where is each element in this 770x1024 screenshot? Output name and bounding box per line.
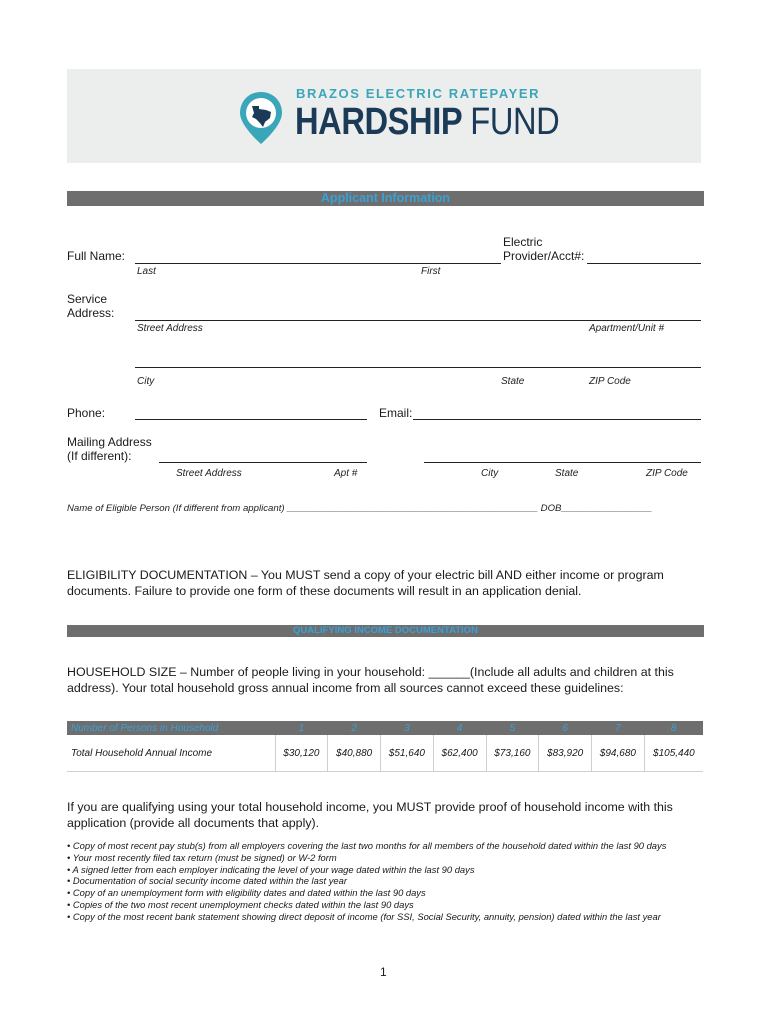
full-name-line[interactable] bbox=[135, 263, 501, 264]
mailing-city-line[interactable] bbox=[424, 462, 701, 463]
household-size-text: HOUSEHOLD SIZE – Number of people living in your household: ______(Include all adults and children at this address). Your total household gross annual income from all sources cannot exceed these guidelines: bbox=[67, 665, 674, 695]
list-item: • Copy of an unemployment form with eligibility dates and dated within the last 90 days bbox=[67, 887, 426, 899]
mailing-city-caption: City bbox=[481, 468, 499, 479]
size-cell: 1 bbox=[275, 721, 328, 735]
mailing-street-caption: Street Address bbox=[176, 468, 242, 479]
logo-subtitle: BRAZOS ELECTRIC RATEPAYER bbox=[296, 86, 541, 101]
logo-title-b: FUND bbox=[470, 101, 560, 143]
page-number: 1 bbox=[380, 965, 387, 979]
size-cell: 8 bbox=[644, 721, 703, 735]
mailing-zip-caption: ZIP Code bbox=[646, 468, 688, 479]
mailing-address-label-line2: (If different): bbox=[67, 449, 132, 463]
mailing-state-caption: State bbox=[555, 468, 579, 479]
service-city-line[interactable] bbox=[135, 367, 701, 368]
logo-title bbox=[295, 103, 559, 141]
income-cell: $40,880 bbox=[328, 735, 381, 772]
full-name-label: Full Name: bbox=[67, 249, 126, 263]
list-item: • A signed letter from each employer indicating the level of your wage dated within the last 90 days bbox=[67, 863, 475, 875]
eligibility-documentation-text: ELIGIBILITY DOCUMENTATION – You MUST send a copy of your electric bill AND either income or program documents. Failure to provide one form of these documents will result in an application denial. bbox=[67, 568, 664, 598]
email-line[interactable] bbox=[413, 419, 701, 420]
eligible-person-line[interactable]: Name of Eligible Person (If different from applicant) _______________________________________________ DOB_________________ bbox=[67, 503, 653, 514]
email-label: Email: bbox=[379, 406, 413, 420]
income-row-label: Total Household Annual Income bbox=[67, 735, 275, 772]
phone-line[interactable] bbox=[135, 419, 367, 420]
first-name-caption: First bbox=[421, 266, 441, 277]
service-address-label-line2: Address: bbox=[67, 306, 115, 320]
map-pin-texas-icon bbox=[238, 90, 284, 146]
persons-header: Number of Persons in Household bbox=[67, 721, 275, 735]
list-item: • Documentation of social security income dated within the last year bbox=[67, 875, 347, 887]
logo-title-a: HARDSHIP bbox=[295, 101, 462, 143]
size-cell: 2 bbox=[328, 721, 381, 735]
mailing-apt-caption: Apt # bbox=[334, 468, 358, 479]
proof-of-income-text: If you are qualifying using your total household income, you MUST provide proof of household income with this application (provide all documents that apply). bbox=[67, 800, 673, 830]
provider-acct-line[interactable] bbox=[587, 263, 701, 264]
income-cell: $73,160 bbox=[486, 735, 539, 772]
service-address-label-line1: Service bbox=[67, 292, 108, 306]
list-item: • Copies of the two most recent unemployment checks dated within the last 90 days bbox=[67, 898, 414, 910]
street-address-caption: Street Address bbox=[137, 323, 203, 334]
table-row bbox=[67, 735, 703, 772]
size-cell: 5 bbox=[486, 721, 539, 735]
provider-label-line1: Electric bbox=[503, 235, 543, 249]
state-caption: State bbox=[501, 376, 525, 387]
list-item: • Copy of most recent pay stub(s) from all employers covering the last two months for all members of the household dated within the last 90 days bbox=[67, 840, 667, 851]
income-guidelines-table bbox=[67, 721, 703, 772]
income-cell: $83,920 bbox=[539, 735, 592, 772]
qualifying-income-heading: QUALIFYING INCOME DOCUMENTATION bbox=[67, 625, 704, 637]
applicant-information-heading: Applicant Information bbox=[67, 191, 704, 206]
list-item: • Your most recently filed tax return (must be signed) or W-2 form bbox=[67, 851, 337, 863]
size-cell: 3 bbox=[381, 721, 434, 735]
size-cell: 7 bbox=[592, 721, 645, 735]
provider-label-line2: Provider/Acct#: bbox=[503, 249, 585, 263]
mailing-address-label-line1: Mailing Address bbox=[67, 435, 152, 449]
size-cell: 4 bbox=[433, 721, 486, 735]
income-cell: $51,640 bbox=[381, 735, 434, 772]
income-cell: $94,680 bbox=[592, 735, 645, 772]
table-header-row bbox=[67, 721, 703, 735]
size-cell: 6 bbox=[539, 721, 592, 735]
documents-list bbox=[67, 840, 697, 923]
list-item: • Copy of the most recent bank statement showing direct deposit of income (for SSI, Social Security, annuity, pension) dated within the last year bbox=[67, 910, 661, 922]
zip-caption: ZIP Code bbox=[589, 376, 631, 387]
phone-label: Phone: bbox=[67, 406, 106, 420]
income-cell: $30,120 bbox=[275, 735, 328, 772]
city-caption: City bbox=[137, 376, 155, 387]
last-name-caption: Last bbox=[137, 266, 156, 277]
service-street-line[interactable] bbox=[135, 320, 701, 321]
mailing-street-line[interactable] bbox=[159, 462, 367, 463]
income-cell: $62,400 bbox=[433, 735, 486, 772]
income-cell: $105,440 bbox=[644, 735, 703, 772]
apartment-unit-caption: Apartment/Unit # bbox=[589, 323, 665, 334]
